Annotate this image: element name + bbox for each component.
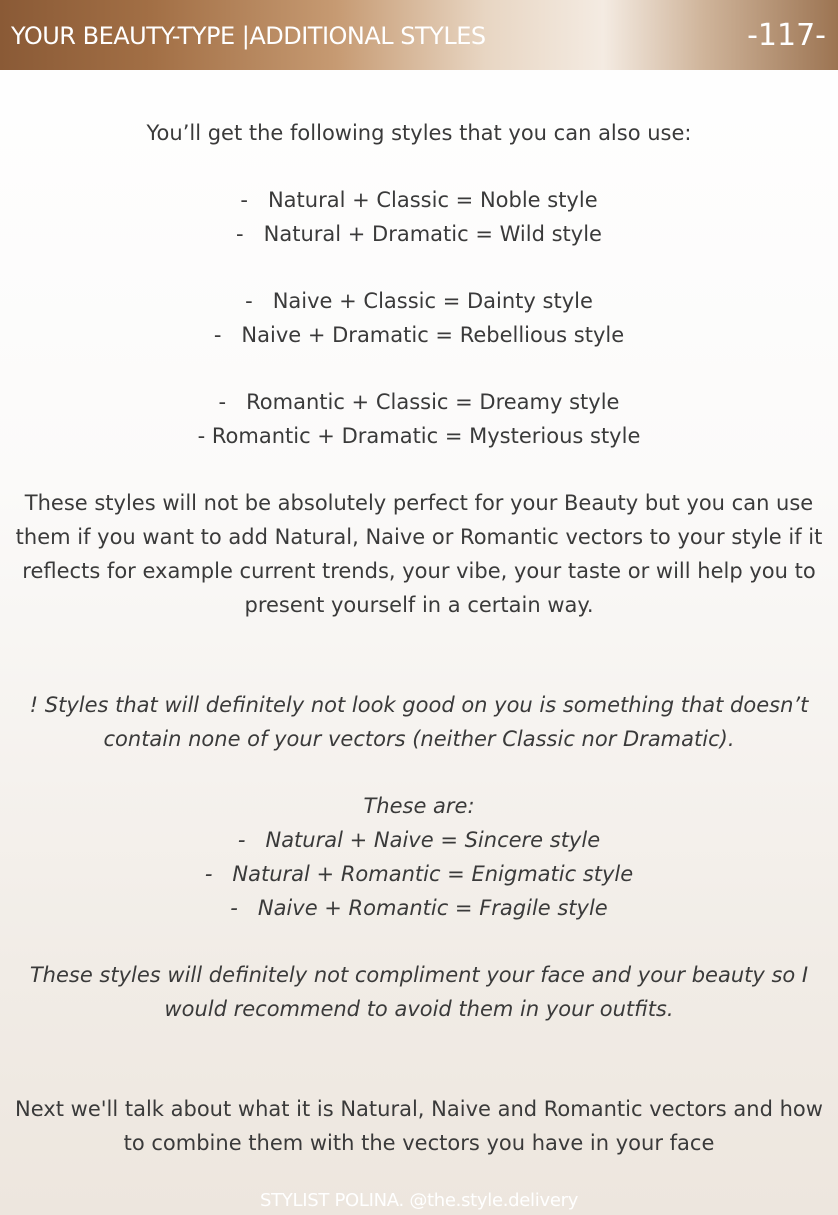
explanation-paragraph: These styles will not be absolutely perfect for your Beauty but you can use them if you want to add Natural, Naive or Romantic vectors to your style if it reflects for example current trends, your vibe, your taste or will help you to present yourself in a certain way. (15, 491, 823, 617)
bad-combo-item: - Natural + Romantic = Enigmatic style (204, 862, 634, 886)
avoid-note: These styles will definitely not compliment your face and your beauty so I would recommend to avoid them in your outfits. (29, 963, 809, 1021)
combo-item: - Romantic + Classic = Dreamy style (218, 390, 620, 414)
combo-item: - Naive + Classic = Dainty style (245, 289, 593, 313)
page-number: -117- (747, 18, 826, 53)
page-title: YOUR BEAUTY-TYPE |ADDITIONAL STYLES (11, 22, 486, 50)
combo-item: - Natural + Classic = Noble style (240, 188, 598, 212)
main-content (8, 116, 830, 1160)
footer-credit: STYLIST POLINA. @the.style.delivery (259, 1190, 579, 1211)
combo-item: - Natural + Dramatic = Wild style (236, 222, 602, 246)
header-banner (0, 0, 838, 70)
these-are-label: These are: (363, 794, 475, 818)
intro-text: You’ll get the following styles that you can also use: (146, 121, 692, 145)
warning-paragraph: ! Styles that will definitely not look good on you is something that doesn’t contain none of your vectors (neither Classic nor Dramatic). (29, 693, 809, 751)
combo-item: - Naive + Dramatic = Rebellious style (213, 323, 625, 347)
bad-combo-item: - Naive + Romantic = Fragile style (230, 896, 608, 920)
next-topic-paragraph: Next we'll talk about what it is Natural, Naive and Romantic vectors and how to combine them with the vectors you have in your face (15, 1097, 823, 1155)
bad-combo-item: - Natural + Naive = Sincere style (237, 828, 601, 852)
combo-item: - Romantic + Dramatic = Mysterious style (197, 424, 641, 448)
